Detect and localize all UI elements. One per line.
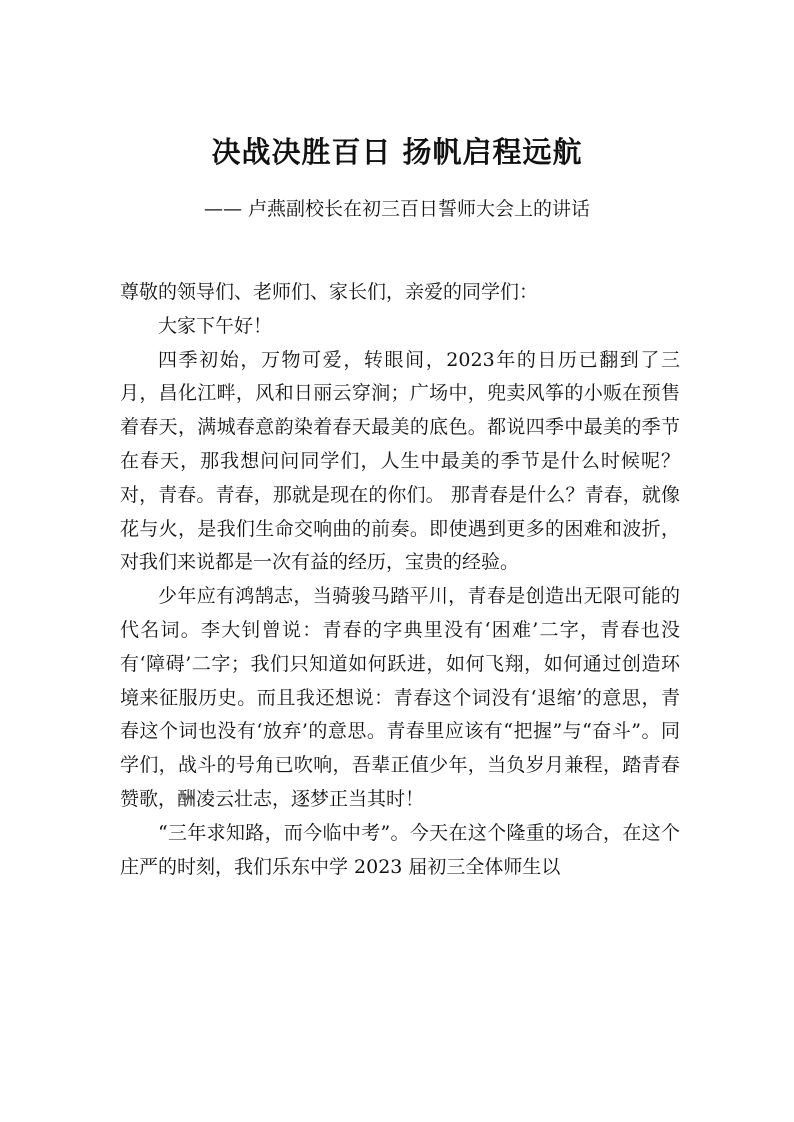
paragraph-exam: “三年求知路，而今临中考”。今天在这个隆重的场合，在这个庄严的时刻，我们乐东中学 2023 届初三全体师生以 — [120, 821, 680, 878]
document-body — [120, 276, 680, 884]
document-title: 决战决胜百日 扬帆启程远航 — [211, 135, 583, 169]
paragraph-youth: 少年应有鸿鹄志，当骑骏马踏平川，青春是创造出无限可能的代名词。李大钊曾说：青春的字典里没有‘困难’二字，青春也没有‘障碍’二字；我们只知道如何跃进，如何飞翔，如何通过创造环境来征服历史。而且我还想说：青春这个词没有‘退缩’的意思，青春这个词也没有‘放弃’的意思。青春里应该有“把握”与“奋斗”。同学们，战斗的号角已吹响，吾辈正值少年，当负岁月兼程，踏青春赞歌，酬凌云壮志，逐梦正当其时！ — [120, 585, 680, 810]
document-subtitle: —— 卢燕副校长在初三百日誓师大会上的讲话 — [203, 198, 591, 220]
paragraph-spring: 四季初始，万物可爱，转眼间，2023年的日历已翻到了三月，昌化江畔，风和日丽云穿涧；广场中，兜卖风筝的小贩在预售着春天，满城春意韵染着春天最美的底色。都说四季中最美的季节在春天，那我想问问同学们，人生中最美的季节是什么时候呢？对，青春。青春，那就是现在的你们。 那青春是什么？青春，就像花与火，是我们生命交响曲的前奏。即使遇到更多的困难和波折，对我们来说都是一次有益的经历，宝贵的经验。 — [120, 348, 680, 574]
paragraph-greeting: 大家下午好！ — [158, 314, 273, 337]
salutation: 尊敬的领导们、老师们、家长们，亲爱的同学们： — [120, 281, 539, 303]
